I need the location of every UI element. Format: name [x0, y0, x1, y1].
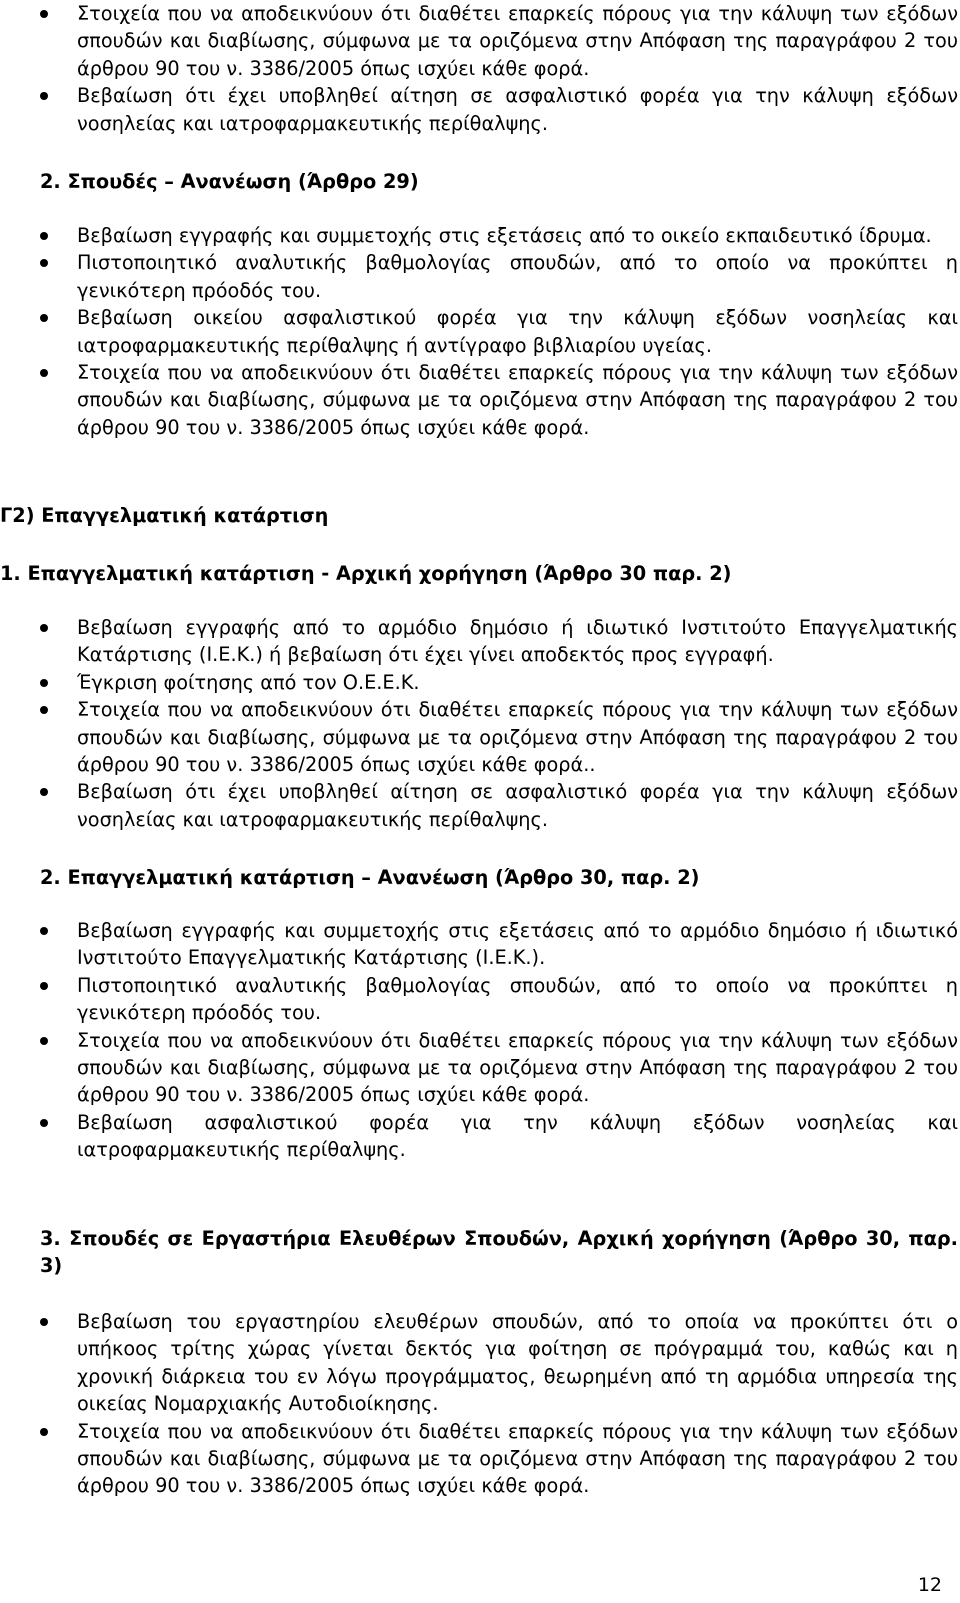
list-item	[40, 614, 958, 669]
list-item-text: Στοιχεία που να αποδεικνύουν ότι διαθέτει επαρκείς πόρους για την κάλυψη των εξόδων σπουδών και διαβίωσης, σύμφωνα με τα οριζόμενα στην Απόφαση της παραγράφου 2 του άρθρου 90 του ν. 3386/2005 όπως ισχύει κάθε φορά.	[77, 361, 958, 439]
list-item-text: Στοιχεία που να αποδεικνύουν ότι διαθέτει επαρκείς πόρους για την κάλυψη των εξόδων σπουδών και διαβίωσης, σύμφωνα με τα οριζόμενα στην Απόφαση της παραγράφου 2 του άρθρου 90 του ν. 3386/2005 όπως ισχύει κάθε φορά.	[77, 1028, 958, 1107]
bullet-icon	[40, 1119, 48, 1127]
list-item	[40, 778, 958, 833]
list-item	[40, 1418, 958, 1500]
list-item	[40, 1109, 958, 1164]
list-item-text: Βεβαίωση του εργαστηρίου ελευθέρων σπουδών, από το οποία να προκύπτει ότι ο υπήκοος τρίτης χώρας γίνεται δεκτός για φοίτηση σε πρόγραμμά του, καθώς και η χρονική διάρκεια του εν λόγω προγράμματος, θεωρημένη από τη αρμόδια υπηρεσία της οικείας Νομαρχιακής Αυτοδιοίκησης.	[77, 1310, 958, 1416]
list-item-text: Βεβαίωση ότι έχει υποβληθεί αίτηση σε ασφαλιστικό φορέα για την κάλυψη εξόδων νοσηλείας και ιατροφαρμακευτικής περίθαλψης.	[77, 780, 958, 831]
list-item-text: Βεβαίωση εγγραφής από το αρμόδιο δημόσιο ή ιδιωτικό Ινστιτούτο Επαγγελματικής Κατάρτισης (Ι.Ε.Κ.) ή βεβαίωση ότι έχει γίνει αποδεκτός προς εγγραφή.	[77, 616, 958, 667]
list-item	[40, 1308, 958, 1418]
list-item-text: Πιστοποιητικό αναλυτικής βαθμολογίας σπουδών, από το οποίο να προκύπτει η γενικότερη πρόοδός του.	[77, 251, 958, 302]
bullet-list-section-3	[40, 1308, 958, 1500]
bullet-icon	[40, 10, 48, 18]
list-item-text: Πιστοποιητικό αναλυτικής βαθμολογίας σπουδών, από το οποίο να προκύπτει η γενικότερη πρόοδός του.	[77, 973, 958, 1025]
list-item	[40, 304, 958, 359]
bullet-icon	[40, 92, 48, 100]
list-item	[40, 917, 958, 972]
bullet-icon	[40, 1428, 48, 1436]
bullet-icon	[40, 679, 48, 687]
list-item-text: Βεβαίωση εγγραφής και συμμετοχής στις εξετάσεις από το οικείο εκπαιδευτικό ίδρυμα.	[77, 224, 932, 247]
bullet-icon	[40, 927, 48, 935]
list-item	[40, 82, 958, 137]
list-item-text: Βεβαίωση ότι έχει υποβληθεί αίτηση σε ασφαλιστικό φορέα για την κάλυψη εξόδων νοσηλείας και ιατροφαρμακευτικής περίθαλψης.	[77, 84, 958, 135]
bullet-list-section-g2-1	[40, 614, 958, 833]
section-heading-3: 3. Σπουδές σε Εργαστήρια Ελευθέρων Σπουδών, Αρχική χορήγηση (Άρθρο 30, παρ. 3)	[40, 1227, 958, 1278]
list-item-text: Έγκριση φοίτησης από τον Ο.Ε.Ε.Κ.	[77, 670, 420, 694]
bullet-list-section-1-tail	[40, 0, 958, 137]
section-heading-2: 2. Σπουδές – Ανανέωση (Άρθρο 29)	[40, 170, 419, 193]
list-item-text: Στοιχεία που να αποδεικνύουν ότι διαθέτει επαρκείς πόρους για την κάλυψη των εξόδων σπουδών και διαβίωσης, σύμφωνα με τα οριζόμενα στην Απόφαση της παραγράφου 2 του άρθρου 90 του ν. 3386/2005 όπως ισχύει κάθε φορά.	[77, 1419, 958, 1498]
bullet-icon	[40, 1037, 48, 1045]
list-item	[40, 222, 958, 249]
bullet-icon	[40, 369, 48, 377]
bullet-icon	[40, 706, 48, 714]
bullet-icon	[40, 982, 48, 990]
bullet-icon	[40, 624, 48, 632]
list-item-text: Βεβαίωση εγγραφής και συμμετοχής στις εξετάσεις από το αρμόδιο δημόσιο ή ιδιωτικό Ινστιτούτο Επαγγελματικής Κατάρτισης (Ι.Ε.Κ.).	[77, 919, 958, 970]
list-item	[40, 696, 958, 778]
list-item	[40, 249, 958, 304]
list-item	[40, 0, 958, 82]
bullet-icon	[40, 788, 48, 796]
section-heading-g2-1: 1. Επαγγελματική κατάρτιση - Αρχική χορήγηση (Άρθρο 30 παρ. 2)	[0, 562, 732, 585]
list-item	[40, 972, 958, 1027]
list-item	[40, 359, 958, 441]
bullet-list-section-2	[40, 222, 958, 441]
bullet-icon	[40, 232, 48, 240]
section-heading-g2: Γ2) Επαγγελματική κατάρτιση	[0, 504, 329, 527]
list-item	[40, 1027, 958, 1109]
list-item-text: Στοιχεία που να αποδεικνύουν ότι διαθέτει επαρκείς πόρους για την κάλυψη των εξόδων σπουδών και διαβίωσης, σύμφωνα με τα οριζόμενα στην Απόφαση της παραγράφου 2 του άρθρου 90 του ν. 3386/2005 όπως ισχύει κάθε φορά.	[77, 2, 958, 80]
list-item-text: Στοιχεία που να αποδεικνύουν ότι διαθέτει επαρκείς πόρους για την κάλυψη των εξόδων σπουδών και διαβίωσης, σύμφωνα με τα οριζόμενα στην Απόφαση της παραγράφου 2 του άρθρου 90 του ν. 3386/2005 όπως ισχύει κάθε φορά..	[77, 698, 958, 777]
bullet-icon	[40, 259, 48, 267]
list-item-text: Βεβαίωση οικείου ασφαλιστικού φορέα για την κάλυψη εξόδων νοσηλείας και ιατροφαρμακευτικής περίθαλψης ή αντίγραφο βιβλιαρίου υγείας.	[77, 306, 958, 357]
list-item	[40, 669, 958, 696]
bullet-icon	[40, 1318, 48, 1326]
bullet-list-section-g2-2	[40, 917, 958, 1164]
page-number: 12	[917, 1574, 942, 1596]
bullet-icon	[40, 314, 48, 322]
list-item-text: Βεβαίωση ασφαλιστικού φορέα για την κάλυψη εξόδων νοσηλείας και ιατροφαρμακευτικής περίθαλψης.	[77, 1110, 958, 1162]
section-heading-g2-2: 2. Επαγγελματική κατάρτιση – Ανανέωση (Άρθρο 30, παρ. 2)	[40, 866, 700, 889]
